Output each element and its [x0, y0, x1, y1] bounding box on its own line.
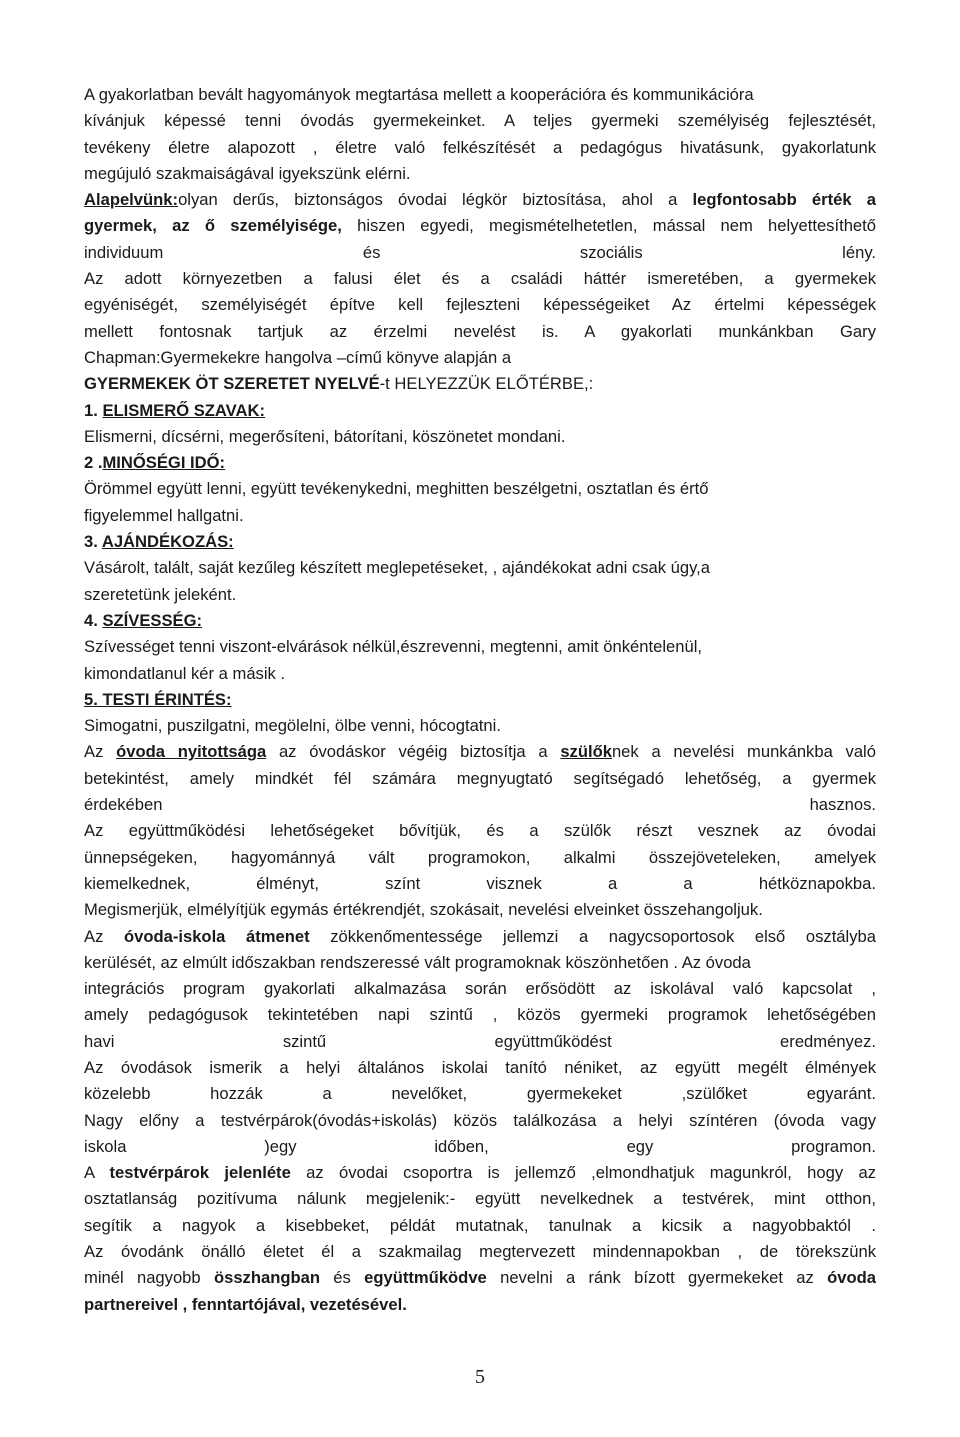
text-run: érdekében hasznos. [84, 795, 876, 815]
text-line [84, 1213, 876, 1239]
text-run: Az óvodánk önálló életet él a szakmailag megtervezett mindennapokban , de törekszünk [84, 1242, 876, 1262]
bold-text: GYERMEKEK ÖT SZERETET NYELVÉ [84, 374, 380, 394]
text-run: segítik a nagyok a kisebbeket, példát mutatnak, tanulnak a kicsik a nagyobbaktól . [84, 1215, 876, 1235]
text-run: mellett fontosnak tartjuk az érzelmi nevelést is. A gyakorlati munkánkban Gary [84, 321, 876, 341]
text-run: Simogatni, puszilgatni, megölelni, ölbe venni, hócogtatni. [84, 716, 501, 736]
bold-text: partnereivel , fenntartójával, vezetésével. [84, 1294, 407, 1314]
text-line [84, 108, 876, 134]
text-line [84, 240, 876, 266]
text-line [84, 161, 876, 187]
text-line [84, 187, 876, 213]
bold-text: legfontosabb érték a [692, 190, 876, 210]
text-run: individuum és szociális lény. [84, 242, 876, 262]
text-line [84, 713, 876, 739]
text-line [84, 582, 876, 608]
text-run: nek a nevelési munkánkba való [611, 742, 876, 762]
text-line [84, 555, 876, 581]
text-line [84, 1055, 876, 1081]
text-line [84, 845, 876, 871]
text-run: kerülését, az elmúlt időszakban rendszeressé vált programoknak köszönhetően . Az óvoda [84, 952, 751, 972]
text-run: Nagy előny a testvérpárok(óvodás+iskolás) közös találkozása a helyi színtéren (óvoda vagy [84, 1110, 876, 1130]
text-line [84, 897, 876, 923]
text-run: közelebb hozzák a nevelőket, gyermekeket ,szülőket egyaránt. [84, 1084, 876, 1104]
text-run: Az óvodások ismerik a helyi általános iskolai tanító néniket, az együtt megélt élmények [84, 1057, 876, 1077]
emphasized-underlined-text: óvoda nyitottsága [116, 742, 267, 762]
text-line [84, 950, 876, 976]
text-line [84, 1160, 876, 1186]
text-run: Megismerjük, elmélyítjük egymás értékrendjét, szokásait, nevelési elveinket összehangoljuk. [84, 900, 763, 920]
text-run: minél nagyobb [84, 1268, 214, 1288]
text-run: megújuló szakmaiságával igyekszünk elérni. [84, 163, 411, 183]
text-line [84, 1108, 876, 1134]
text-line [84, 82, 876, 108]
bold-text: együttműködve [364, 1268, 487, 1288]
text-line [84, 1239, 876, 1265]
text-run: havi szintű együttműködést eredményez. [84, 1031, 876, 1051]
text-run: Szívességet tenni viszont-elvárások nélkül,észrevenni, megtenni, amit önkéntelenül, [84, 637, 702, 657]
text-run: Az [84, 742, 117, 762]
emphasized-underlined-text: 5. TESTI ÉRINTÉS: [84, 689, 232, 709]
text-line [84, 634, 876, 660]
bold-text: 2 . [84, 453, 103, 473]
text-run: A gyakorlatban bevált hagyományok megtartása mellett a kooperációra és kommunikációra [84, 85, 754, 104]
text-run: kimondatlanul kér a másik . [84, 663, 286, 683]
text-line [84, 687, 876, 713]
text-line [84, 739, 876, 765]
text-run: kívánjuk képessé tenni óvodás gyermekeinket. A teljes gyermeki személyiség fejlesztését, [84, 111, 876, 131]
text-run: Az [84, 926, 124, 946]
text-run: nevelni a ránk bízott gyermekeket az [486, 1268, 828, 1288]
bold-text: óvoda-iskola átmenet [123, 926, 310, 946]
text-line [84, 371, 876, 397]
text-run: Örömmel együtt lenni, együtt tevékenykedni, meghitten beszélgetni, osztatlan és értő [84, 479, 709, 499]
text-line [84, 398, 876, 424]
text-run: Az adott környezetben a falusi élet és a családi háttér ismeretében, a gyermekek [84, 269, 876, 289]
text-line [84, 1029, 876, 1055]
text-run: iskola )egy időben, egy programon. [84, 1136, 876, 1156]
text-line [84, 503, 876, 529]
text-run: Az együttműködési lehetőségeket bővítjük, és a szülők részt vesznek az óvodai [84, 821, 876, 841]
text-run: Vásárolt, talált, saját kezűleg készített meglepetéseket, , ajándékokat adni csak úgy,a [84, 558, 711, 578]
bold-text: testvérpárok jelenléte [109, 1163, 291, 1183]
text-run: az óvodai csoportra is jellemző ,elmondhatjuk magunkról, hogy az [290, 1163, 876, 1183]
text-line [84, 1134, 876, 1160]
text-line [84, 871, 876, 897]
emphasized-underlined-text: MINŐSÉGI IDŐ: [102, 453, 226, 473]
text-line [84, 529, 876, 555]
text-line [84, 1265, 876, 1291]
text-line [84, 1186, 876, 1212]
text-line [84, 766, 876, 792]
text-line [84, 213, 876, 239]
text-run: zökkenőmentessége jellemzi a nagycsoportosok első osztályba [309, 926, 876, 946]
text-line [84, 135, 876, 161]
text-line [84, 1081, 876, 1107]
text-run: integrációs program gyakorlati alkalmazása során erősödött az iskolával való kapcsolat , [84, 979, 876, 999]
text-line [84, 450, 876, 476]
page-number: 5 [475, 1366, 485, 1388]
text-line [84, 976, 876, 1002]
bold-text: 1. [84, 400, 103, 420]
text-run: kiemelkednek, élményt, színt visznek a a hétköznapokba. [84, 873, 876, 893]
emphasized-underlined-text: szülők [560, 742, 612, 762]
text-run: és [319, 1268, 365, 1288]
text-run: -t HELYEZZÜK ELŐTÉRBE,: [379, 374, 594, 394]
emphasized-underlined-text: SZÍVESSÉG: [102, 610, 203, 630]
bold-text: óvoda [827, 1268, 877, 1288]
text-line [84, 608, 876, 634]
bold-text: gyermek, az ő személyisége, [84, 216, 342, 236]
text-line [84, 292, 876, 318]
bold-text: összhangban [213, 1268, 320, 1288]
text-run: Chapman:Gyermekekre hangolva –című könyve alapján a [84, 347, 512, 367]
text-run: olyan derűs, biztonságos óvodai légkör biztosítása, ahol a [178, 190, 693, 210]
text-line [84, 345, 876, 371]
text-line [84, 424, 876, 450]
text-line [84, 476, 876, 502]
text-run: ünnepségeken, hagyománnyá vált programokon, alkalmi összejöveteleken, amelyek [84, 847, 876, 867]
text-line [84, 1292, 876, 1318]
emphasized-underlined-text: Alapelvünk: [84, 190, 179, 210]
text-run: az óvodáskor végéig biztosítja a [266, 742, 561, 762]
text-line [84, 818, 876, 844]
bold-text: 4. [84, 610, 103, 630]
text-line [84, 792, 876, 818]
text-run: tevékeny életre alapozott , életre való felkészítését a pedagógus hivatásunk, gyakorlatunk [84, 137, 876, 157]
text-run: osztatlanság pozitívuma nálunk megjelenik:- együtt nevelkednek a testvérek, mint otthon, [84, 1189, 876, 1209]
text-run: Elismerni, dícsérni, megerősíteni, bátorítani, köszönetet mondani. [84, 426, 566, 446]
text-line [84, 266, 876, 292]
text-run: A [84, 1163, 110, 1183]
text-line [84, 661, 876, 687]
text-run: szeretetünk jeleként. [84, 584, 237, 604]
text-line [84, 319, 876, 345]
emphasized-underlined-text: AJÁNDÉKOZÁS: [101, 532, 234, 552]
body-text [84, 82, 876, 1318]
text-run: egyéniségét, személyiségét építve kell fejleszteni képességeiket Az értelmi képességek [84, 295, 876, 315]
text-run: betekintést, amely mindkét fél számára megnyugtató segítségadó lehetőség, a gyermek [84, 768, 876, 788]
text-run: figyelemmel hallgatni. [84, 505, 244, 525]
text-run: hiszen egyedi, megismételhetetlen, mással nem helyettesíthető [341, 216, 876, 236]
text-run: amely pedagógusok tekintetében napi szintű , közös gyermeki programok lehetőségében [84, 1005, 876, 1025]
bold-text: 3. [84, 532, 102, 552]
text-line [84, 1002, 876, 1028]
text-line [84, 924, 876, 950]
emphasized-underlined-text: ELISMERŐ SZAVAK: [102, 400, 266, 420]
